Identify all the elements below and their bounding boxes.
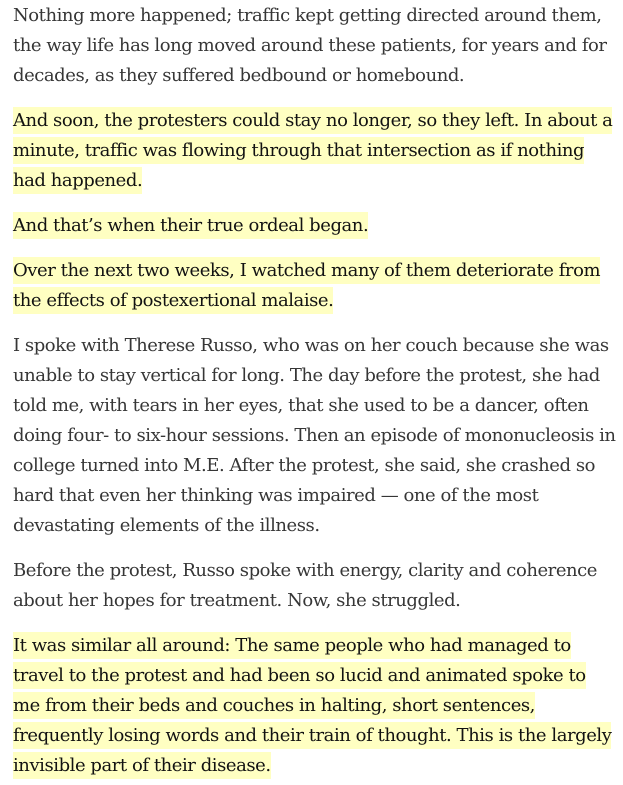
highlighted-text[interactable]: And that’s when their true ordeal began. xyxy=(13,212,368,239)
article-body xyxy=(0,1,623,785)
paragraph-text: Nothing more happened; traffic kept getting directed around them, the way life has long moved around these patients, for years and for decades, as they suffered bedbound or homebound. xyxy=(13,5,607,86)
paragraph-text: Before the protest, Russo spoke with energy, clarity and coherence about her hopes for treatment. Now, she struggled. xyxy=(13,560,598,611)
highlighted-text[interactable]: Over the next two weeks, I watched many of them deteriorate from the effects of postexertional malaise. xyxy=(13,257,600,314)
paragraph-2-highlighted xyxy=(13,106,617,196)
paragraph-5 xyxy=(13,331,617,541)
paragraph-4-highlighted xyxy=(13,256,617,316)
paragraph-3-highlighted xyxy=(13,211,617,241)
paragraph-1 xyxy=(13,1,617,91)
paragraph-text: I spoke with Therese Russo, who was on her couch because she was unable to stay vertical for long. The day before the protest, she had told me, with tears in her eyes, that she used to be a dancer, often doing four- to six-hour sessions. Then an episode of mononucleosis in college turned into M.E. After the protest, she said, she crashed so hard that even her thinking was impaired — one of the most devastating elements of the illness. xyxy=(13,335,616,536)
paragraph-7-highlighted xyxy=(13,631,617,781)
highlighted-text[interactable]: And soon, the protesters could stay no longer, so they left. In about a minute, traffic was flowing through that intersection as if nothing had happened. xyxy=(13,107,612,194)
highlighted-text[interactable]: It was similar all around: The same people who had managed to travel to the protest and had been so lucid and animated spoke to me from their beds and couches in halting, short sentences, frequently losing words and their train of thought. This is the largely invisible part of their disease. xyxy=(13,632,611,779)
paragraph-6 xyxy=(13,556,617,616)
